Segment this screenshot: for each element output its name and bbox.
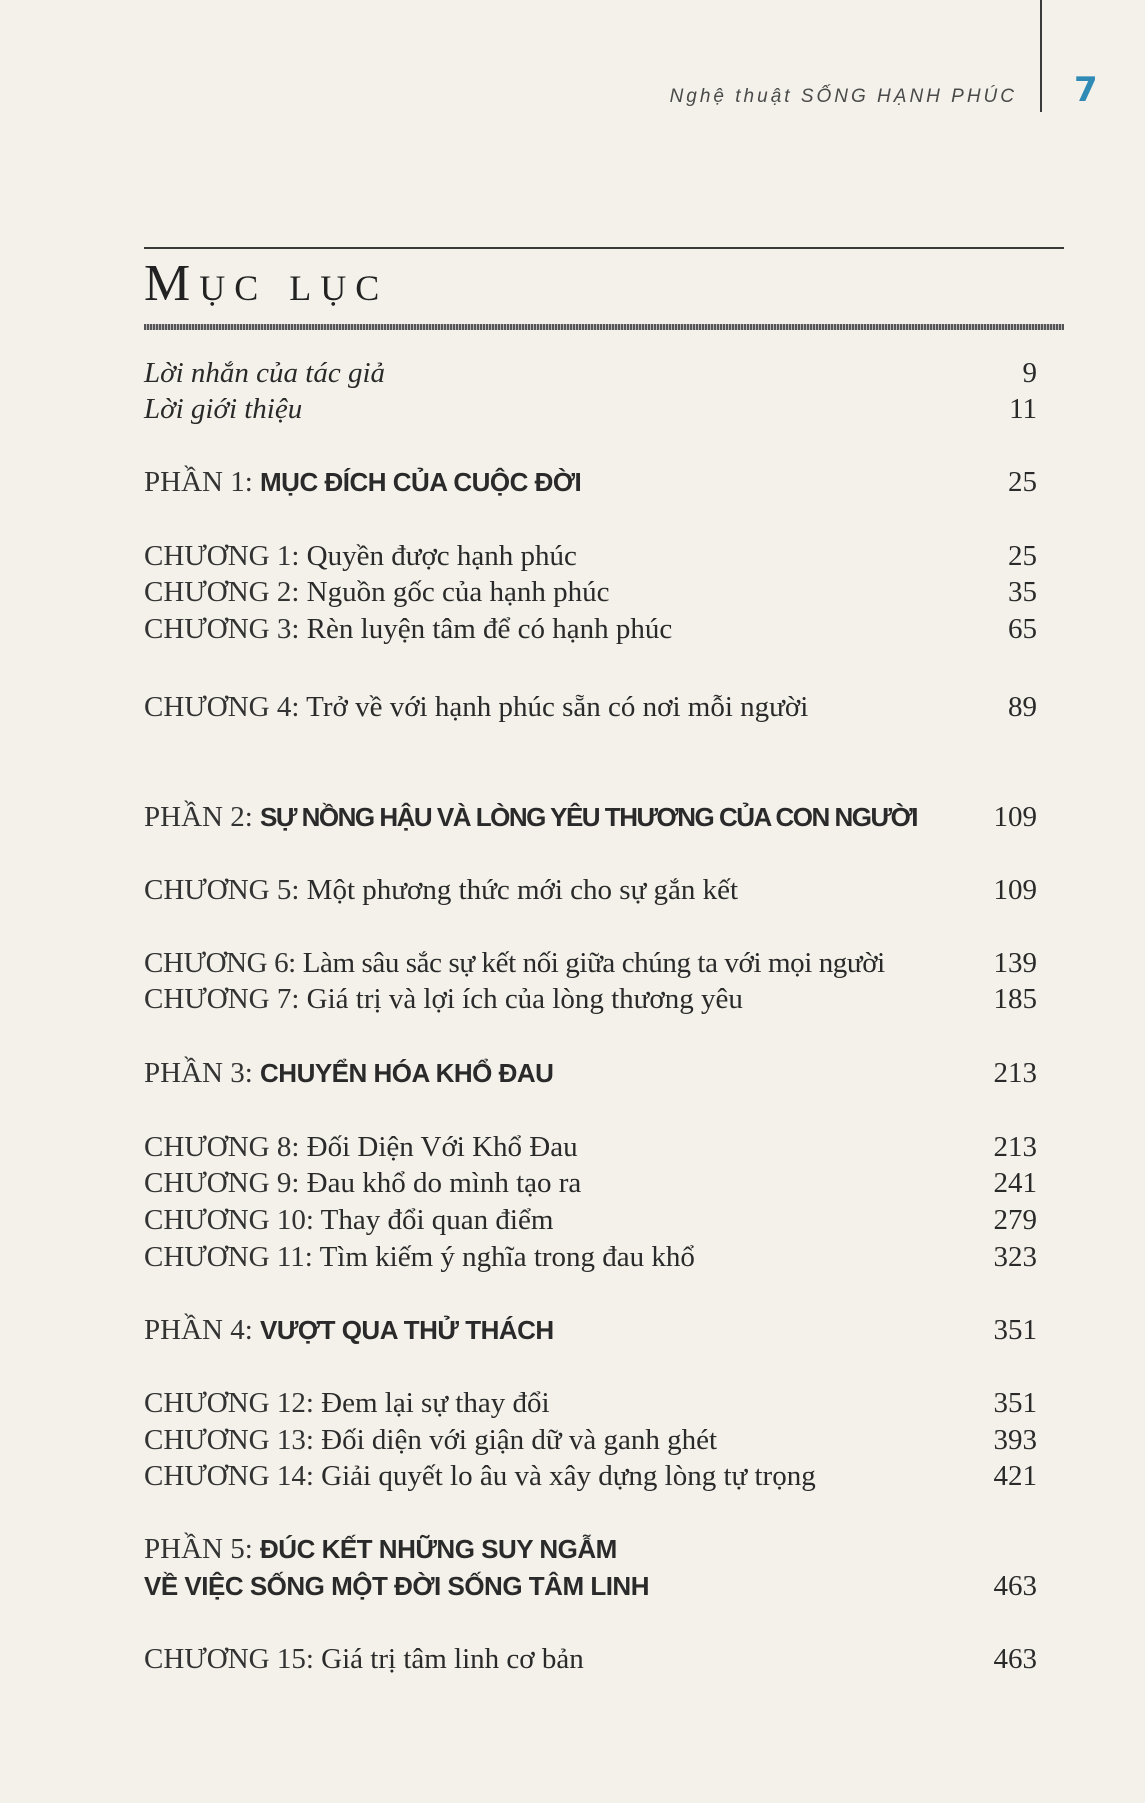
entry-page: 213 <box>993 1057 1037 1089</box>
chapter-label: CHƯƠNG 4: <box>144 691 300 723</box>
chapter-title: Một phương thức mới cho sự gắn kết <box>306 874 739 906</box>
toc-chapter-12[interactable] <box>144 1386 1037 1420</box>
part-label: PHẦN 5: <box>144 1533 253 1565</box>
chapter-title: Đau khổ do mình tạo ra <box>306 1167 582 1199</box>
chapter-label: CHƯƠNG 2: <box>144 576 300 608</box>
part-title: VƯỢT QUA THỬ THÁCH <box>260 1315 554 1345</box>
chapter-title: Rèn luyện tâm để có hạnh phúc <box>306 613 673 645</box>
toc-chapter-3[interactable] <box>144 612 1037 646</box>
entry-page: 463 <box>993 1643 1037 1675</box>
toc-chapter-9[interactable] <box>144 1166 1037 1200</box>
entry-title: Lời nhắn của tác giả <box>144 357 386 389</box>
toc-part-4[interactable] <box>144 1313 1037 1347</box>
chapter-label: CHƯƠNG 12: <box>144 1387 314 1419</box>
chapter-label: CHƯƠNG 5: <box>144 874 300 906</box>
entry-page: 25 <box>1008 466 1037 498</box>
chapter-title: Đem lại sự thay đổi <box>321 1387 550 1419</box>
chapter-title: Giá trị tâm linh cơ bản <box>321 1643 584 1675</box>
chapter-label: CHƯƠNG 3: <box>144 613 300 645</box>
toc-part-5-line-1[interactable] <box>144 1532 1037 1566</box>
entry-page: 351 <box>993 1387 1037 1419</box>
entry-page: 185 <box>993 983 1037 1015</box>
chapter-title: Nguồn gốc của hạnh phúc <box>306 576 610 608</box>
toc-chapter-6[interactable] <box>144 946 1037 980</box>
entry-page: 65 <box>1008 613 1037 645</box>
chapter-title: Tìm kiếm ý nghĩa trong đau khổ <box>319 1241 695 1273</box>
chapter-title: Trở về với hạnh phúc sẵn có nơi mỗi người <box>306 691 809 723</box>
running-head: Nghệ thuật SỐNG HẠNH PHÚC <box>669 86 1017 107</box>
entry-page: 351 <box>993 1314 1037 1346</box>
chapter-label: CHƯƠNG 11: <box>144 1241 313 1273</box>
entry-title: Lời giới thiệu <box>144 393 303 425</box>
toc-part-5-line-2[interactable] <box>144 1569 1037 1603</box>
toc-chapter-8[interactable] <box>144 1130 1037 1164</box>
entry-page: 213 <box>993 1131 1037 1163</box>
toc-chapter-11[interactable] <box>144 1240 1037 1274</box>
part-title: CHUYỂN HÓA KHỔ ĐAU <box>260 1058 554 1088</box>
part-label: PHẦN 1: <box>144 466 253 498</box>
toc-part-2[interactable] <box>144 800 1037 834</box>
entry-page: 9 <box>1022 357 1037 389</box>
toc-chapter-7[interactable] <box>144 982 1037 1016</box>
chapter-label: CHƯƠNG 13: <box>144 1424 314 1456</box>
part-title-line-2: VỀ VIỆC SỐNG MỘT ĐỜI SỐNG TÂM LINH <box>144 1571 649 1601</box>
chapter-title: Giải quyết lo âu và xây dựng lòng tự trọng <box>321 1460 816 1492</box>
chapter-title: Thay đổi quan điểm <box>320 1204 554 1236</box>
chapter-title: Giá trị và lợi ích của lòng thương yêu <box>306 983 743 1015</box>
entry-page: 463 <box>993 1570 1037 1602</box>
chapter-label: CHƯƠNG 1: <box>144 540 300 572</box>
entry-page: 11 <box>1009 393 1037 425</box>
chapter-label: CHƯƠNG 7: <box>144 983 300 1015</box>
toc-entry-front[interactable] <box>144 392 1037 426</box>
part-label: PHẦN 2: <box>144 801 253 833</box>
entry-page: 241 <box>993 1167 1037 1199</box>
chapter-label: CHƯƠNG 14: <box>144 1460 314 1492</box>
chapter-label: CHƯƠNG 8: <box>144 1131 300 1163</box>
toc-title: Mục lục <box>144 255 389 312</box>
entry-page: 35 <box>1008 576 1037 608</box>
toc-chapter-5[interactable] <box>144 873 1037 907</box>
entry-page: 323 <box>993 1241 1037 1273</box>
toc-chapter-1[interactable] <box>144 539 1037 573</box>
chapter-label: CHƯƠNG 6: <box>144 947 296 979</box>
entry-page: 139 <box>993 947 1037 979</box>
toc-chapter-15[interactable] <box>144 1642 1037 1676</box>
chapter-title: Đối diện với giận dữ và ganh ghét <box>321 1424 718 1456</box>
toc-entry-front[interactable] <box>144 356 1037 390</box>
part-title: SỰ NỒNG HẬU VÀ LÒNG YÊU THƯƠNG CỦA CON NGƯỜI <box>260 802 918 832</box>
toc-chapter-10[interactable] <box>144 1203 1037 1237</box>
chapter-label: CHƯƠNG 10: <box>144 1204 314 1236</box>
part-title: MỤC ĐÍCH CỦA CUỘC ĐỜI <box>260 467 582 497</box>
toc-part-1[interactable] <box>144 465 1037 499</box>
entry-page: 109 <box>993 801 1037 833</box>
page-number: 7 <box>1074 70 1098 110</box>
chapter-label: CHƯƠNG 9: <box>144 1167 300 1199</box>
toc-chapter-14[interactable] <box>144 1459 1037 1493</box>
entry-page: 109 <box>993 874 1037 906</box>
toc-entries <box>144 0 1037 1803</box>
toc-chapter-4[interactable] <box>144 690 1037 724</box>
toc-part-3[interactable] <box>144 1056 1037 1090</box>
toc-chapter-13[interactable] <box>144 1423 1037 1457</box>
header-divider <box>1040 0 1042 112</box>
toc-chapter-2[interactable] <box>144 575 1037 609</box>
entry-page: 393 <box>993 1424 1037 1456</box>
part-title: ĐÚC KẾT NHỮNG SUY NGẪM <box>260 1534 617 1564</box>
entry-page: 421 <box>993 1460 1037 1492</box>
entry-page: 279 <box>993 1204 1037 1236</box>
chapter-title: Quyền được hạnh phúc <box>306 540 577 572</box>
chapter-label: CHƯƠNG 15: <box>144 1643 314 1675</box>
entry-page: 89 <box>1008 691 1037 723</box>
chapter-title: Làm sâu sắc sự kết nối giữa chúng ta với mọi người <box>302 947 885 979</box>
part-label: PHẦN 4: <box>144 1314 253 1346</box>
chapter-title: Đối Diện Với Khổ Đau <box>306 1131 578 1163</box>
part-label: PHẦN 3: <box>144 1057 253 1089</box>
entry-page: 25 <box>1008 540 1037 572</box>
